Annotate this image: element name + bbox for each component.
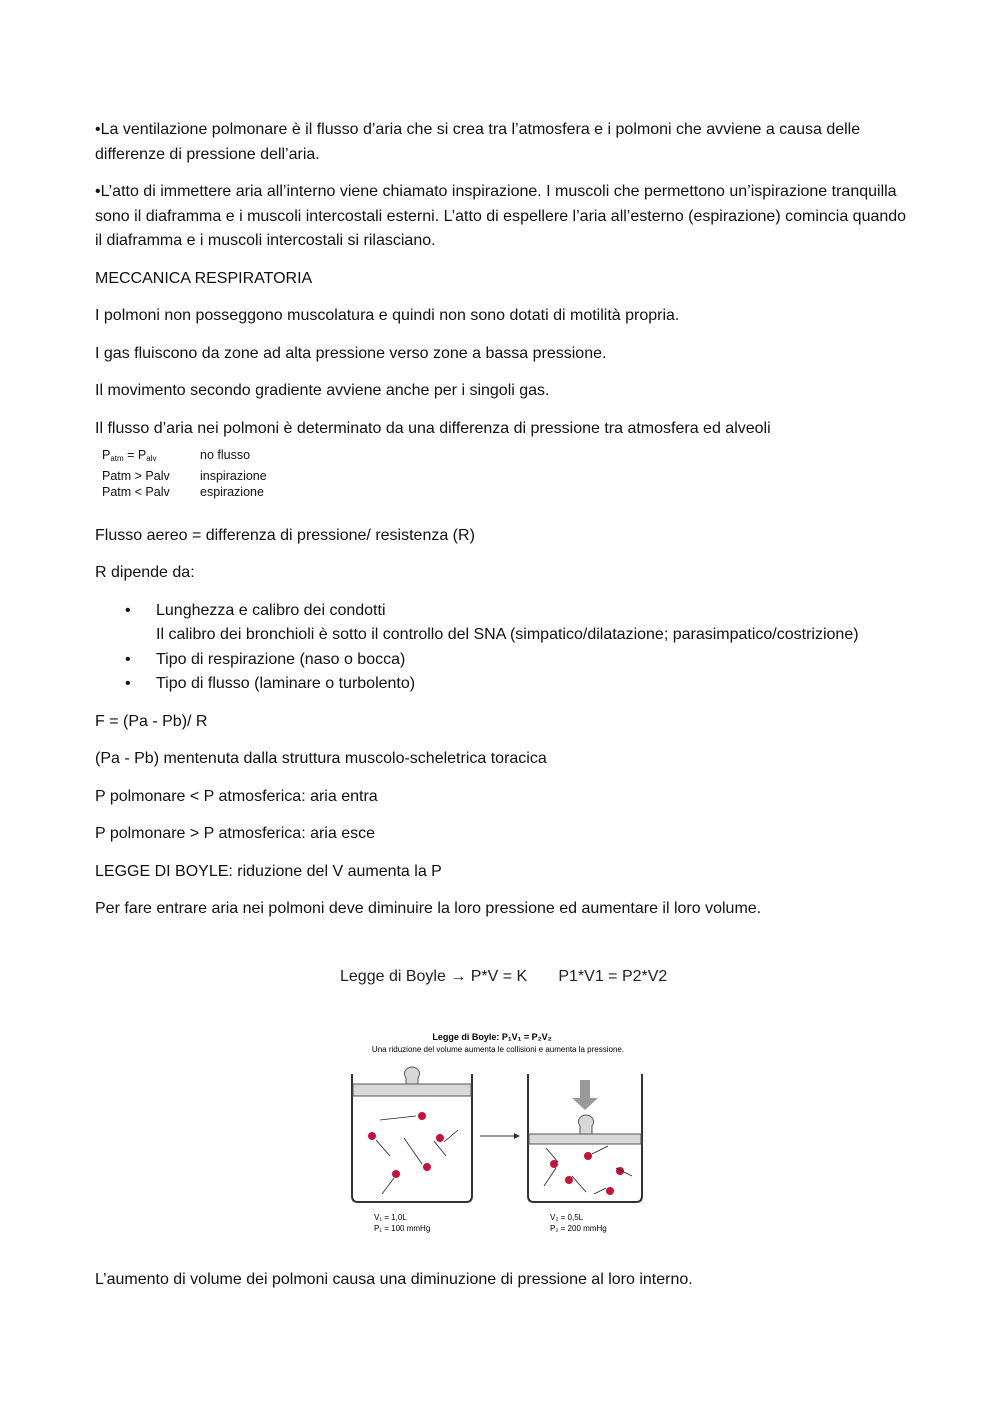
paragraph-ventilation: •La ventilazione polmonare è il flusso d’aria che si crea tra l’atmosfera e i polmoni che avviene a causa delle differenze di pressione dell’aria. <box>95 121 861 163</box>
label-p1: P₁ = 100 mmHg <box>374 1224 431 1233</box>
pressure-row: Patm < Palv espirazione <box>102 485 264 499</box>
boyle-diagram <box>340 1026 660 1246</box>
pressure-table <box>102 447 267 501</box>
paragraph-inspiration: •L’atto di immettere aria all’interno viene chiamato inspirazione. I muscoli che permettono un’ispirazione tranquilla sono il diaframma e i muscoli intercostali esterni. L’atto di espellere l’aria all’esterno (espirazione) comincia quando il diaframma e i muscoli intercostali si rilasciano. <box>95 183 907 249</box>
label-v2: V₂ = 0,5L <box>550 1213 584 1222</box>
paragraph-air-enters: P polmonare < P atmosferica: aria entra <box>95 787 378 805</box>
paragraph-volume: Per fare entrare aria nei polmoni deve diminuire la loro pressione ed aumentare il loro volume. <box>95 900 762 917</box>
paragraph-gradient: Il movimento secondo gradiente avviene anche per i singoli gas. <box>95 382 550 399</box>
paragraph-volume-increase: L’aumento di volume dei polmoni causa una diminuzione di pressione al loro interno. <box>95 1271 693 1288</box>
paragraph-boyle-law: LEGGE DI BOYLE: riduzione del V aumenta la P <box>95 862 442 880</box>
paragraph-flow-formula: Flusso aereo = differenza di pressione/ resistenza (R) <box>95 526 475 544</box>
container-right <box>528 1074 642 1202</box>
pressure-row: Patm > Palv inspirazione <box>102 468 267 483</box>
paragraph-f-formula: F = (Pa - Pb)/ R <box>95 712 208 730</box>
label-v1: V₁ = 1,0L <box>374 1213 407 1222</box>
paragraph-air-flow: Il flusso d’aria nei polmoni è determinato da una differenza di pressione tra atmosfera ed alveoli <box>95 419 771 437</box>
boyle-formula: Legge di Boyle → P*V = K P1*V1 = P2*V2 <box>340 968 668 985</box>
list-item: • Tipo di respirazione (naso o bocca) <box>95 648 910 673</box>
paragraph-air-exits: P polmonare > P atmosferica: aria esce <box>95 825 375 842</box>
bullet-list <box>95 599 910 697</box>
paragraph-lungs: I polmoni non posseggono muscolatura e quindi non sono dotati di motilità propria. <box>95 307 680 324</box>
figure-title: Legge di Boyle: P₁V₁ = P₂V₂ <box>432 1032 552 1042</box>
paragraph-pa-pb: (Pa - Pb) mentenuta dalla struttura muscolo-scheletrica toracica <box>95 750 547 767</box>
list-item: • Lunghezza e calibro dei condotti Il calibro dei bronchioli è sotto il controllo del SNA (simpatico/dilatazione; parasimpatico/costrizione) <box>95 599 910 648</box>
figure-subtitle: Una riduzione del volume aumenta le collisioni e aumenta la pressione. <box>371 1045 625 1054</box>
paragraph-r-depends: R dipende da: <box>95 564 195 581</box>
list-item: • Tipo di flusso (laminare o turbolento) <box>95 672 910 697</box>
pressure-row: $P_{atm} = P_{alv}$ no flusso <box>102 448 251 463</box>
section-heading: MECCANICA RESPIRATORIA <box>95 269 313 287</box>
paragraph-gas-flow: I gas fluiscono da zone ad alta pressione verso zone a bassa pressione. <box>95 344 607 362</box>
label-p2: P₂ = 200 mmHg <box>550 1224 607 1233</box>
document-body <box>95 118 910 922</box>
